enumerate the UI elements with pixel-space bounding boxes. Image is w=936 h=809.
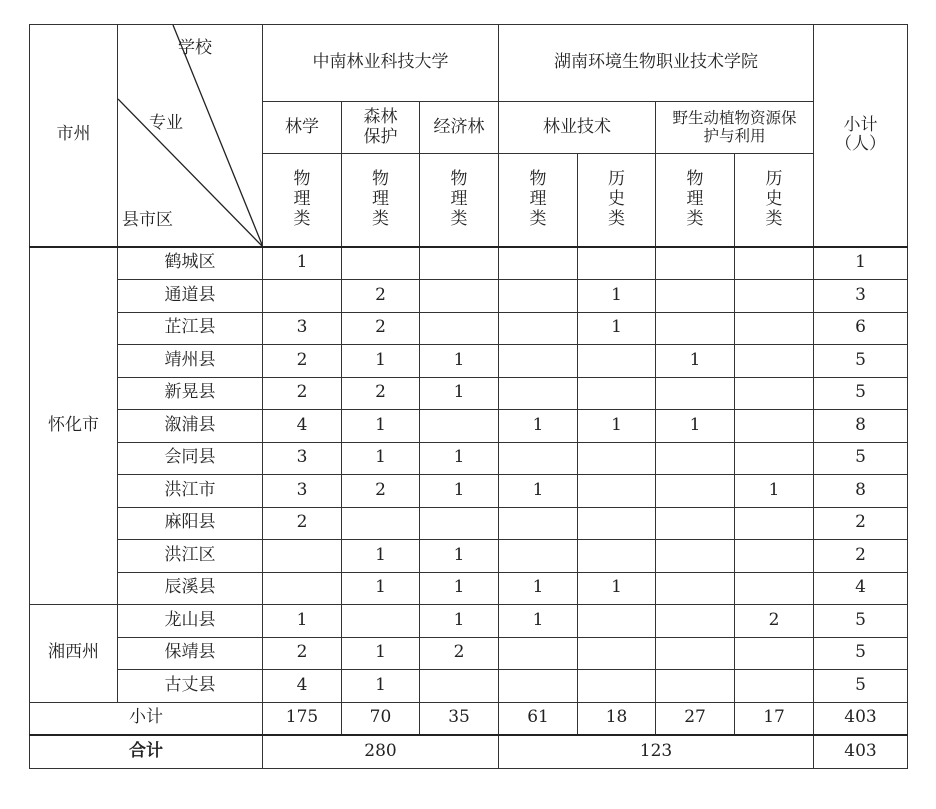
count-cell bbox=[656, 670, 735, 703]
table-row bbox=[30, 637, 908, 670]
county-cell: 洪江区 bbox=[118, 540, 263, 573]
row-subtotal-cell: 5 bbox=[814, 637, 908, 670]
count-cell bbox=[735, 345, 814, 378]
count-cell: 1 bbox=[420, 605, 499, 638]
count-cell bbox=[735, 442, 814, 475]
subtotal-value: 27 bbox=[656, 702, 735, 735]
school-header: 湖南环境生物职业技术学院 bbox=[499, 25, 814, 102]
total-value: 123 bbox=[499, 735, 814, 768]
table-row bbox=[30, 410, 908, 443]
row-subtotal-cell: 1 bbox=[814, 247, 908, 280]
count-cell bbox=[420, 247, 499, 280]
table-row bbox=[30, 540, 908, 573]
count-cell bbox=[420, 312, 499, 345]
count-cell: 1 bbox=[420, 442, 499, 475]
count-cell: 1 bbox=[735, 475, 814, 508]
table-row bbox=[30, 572, 908, 605]
county-cell: 洪江市 bbox=[118, 475, 263, 508]
count-cell: 1 bbox=[499, 475, 578, 508]
subtotal-value: 17 bbox=[735, 702, 814, 735]
total-row bbox=[30, 735, 908, 768]
total-value: 280 bbox=[263, 735, 499, 768]
subtotal-value: 18 bbox=[578, 702, 656, 735]
count-cell: 1 bbox=[499, 410, 578, 443]
county-cell: 龙山县 bbox=[118, 605, 263, 638]
subtotal-row bbox=[30, 702, 908, 735]
count-cell bbox=[656, 475, 735, 508]
count-cell: 1 bbox=[342, 410, 420, 443]
count-cell bbox=[735, 377, 814, 410]
count-cell: 1 bbox=[656, 345, 735, 378]
count-cell: 1 bbox=[578, 280, 656, 313]
count-cell bbox=[499, 345, 578, 378]
count-cell: 1 bbox=[578, 410, 656, 443]
count-cell bbox=[342, 247, 420, 280]
count-cell bbox=[735, 410, 814, 443]
diagonal-label-school: 学校 bbox=[178, 38, 212, 58]
count-cell bbox=[656, 637, 735, 670]
row-subtotal-cell: 5 bbox=[814, 670, 908, 703]
count-cell bbox=[578, 507, 656, 540]
count-cell: 2 bbox=[263, 507, 342, 540]
count-cell: 1 bbox=[656, 410, 735, 443]
count-cell: 2 bbox=[263, 345, 342, 378]
category-header: 历 史 类 bbox=[735, 154, 814, 247]
count-cell: 1 bbox=[578, 572, 656, 605]
count-cell: 1 bbox=[420, 345, 499, 378]
count-cell bbox=[578, 540, 656, 573]
diagonal-header-cell bbox=[118, 25, 263, 247]
county-cell: 靖州县 bbox=[118, 345, 263, 378]
row-subtotal-cell: 2 bbox=[814, 540, 908, 573]
count-cell bbox=[735, 540, 814, 573]
count-cell: 3 bbox=[263, 312, 342, 345]
count-cell bbox=[578, 377, 656, 410]
count-cell bbox=[499, 507, 578, 540]
count-cell: 1 bbox=[420, 377, 499, 410]
count-cell bbox=[499, 280, 578, 313]
total-value: 403 bbox=[814, 735, 908, 768]
count-cell: 2 bbox=[263, 637, 342, 670]
category-header: 历 史 类 bbox=[578, 154, 656, 247]
count-cell bbox=[578, 247, 656, 280]
diagonal-label-county: 县市区 bbox=[122, 210, 173, 230]
count-cell: 1 bbox=[263, 247, 342, 280]
count-cell bbox=[578, 442, 656, 475]
count-cell bbox=[656, 572, 735, 605]
subtotal-value: 61 bbox=[499, 702, 578, 735]
count-cell bbox=[656, 377, 735, 410]
county-cell: 芷江县 bbox=[118, 312, 263, 345]
table-row bbox=[30, 442, 908, 475]
count-cell: 1 bbox=[420, 475, 499, 508]
count-cell bbox=[499, 442, 578, 475]
count-cell: 2 bbox=[342, 475, 420, 508]
subtotal-header: 小计 （人） bbox=[814, 25, 908, 247]
count-cell: 1 bbox=[342, 637, 420, 670]
count-cell bbox=[578, 605, 656, 638]
major-header: 林学 bbox=[263, 102, 342, 154]
count-cell: 4 bbox=[263, 410, 342, 443]
category-header: 物 理 类 bbox=[420, 154, 499, 247]
count-cell bbox=[735, 247, 814, 280]
count-cell bbox=[263, 280, 342, 313]
count-cell bbox=[578, 345, 656, 378]
count-cell bbox=[735, 312, 814, 345]
count-cell: 2 bbox=[342, 377, 420, 410]
count-cell bbox=[735, 670, 814, 703]
count-cell bbox=[499, 247, 578, 280]
count-cell bbox=[420, 507, 499, 540]
count-cell bbox=[656, 280, 735, 313]
table-row bbox=[30, 312, 908, 345]
count-cell bbox=[656, 507, 735, 540]
count-cell bbox=[656, 605, 735, 638]
county-cell: 会同县 bbox=[118, 442, 263, 475]
count-cell bbox=[420, 280, 499, 313]
count-cell: 2 bbox=[420, 637, 499, 670]
count-cell bbox=[499, 670, 578, 703]
count-cell bbox=[578, 475, 656, 508]
subtotal-label: 小计 bbox=[30, 702, 263, 735]
major-header: 林业技术 bbox=[499, 102, 656, 154]
count-cell: 1 bbox=[342, 345, 420, 378]
city-header: 市州 bbox=[30, 25, 118, 247]
county-cell: 新晃县 bbox=[118, 377, 263, 410]
count-cell: 2 bbox=[342, 312, 420, 345]
county-cell: 保靖县 bbox=[118, 637, 263, 670]
subtotal-value: 35 bbox=[420, 702, 499, 735]
diagonal-label-major: 专业 bbox=[149, 113, 183, 133]
table-row bbox=[30, 605, 908, 638]
count-cell bbox=[499, 312, 578, 345]
major-header: 经济林 bbox=[420, 102, 499, 154]
major-header: 野生动植物资源保 护与利用 bbox=[656, 102, 814, 154]
row-subtotal-cell: 6 bbox=[814, 312, 908, 345]
count-cell bbox=[420, 670, 499, 703]
count-cell bbox=[656, 247, 735, 280]
subtotal-value: 70 bbox=[342, 702, 420, 735]
category-header: 物 理 类 bbox=[263, 154, 342, 247]
count-cell: 1 bbox=[342, 572, 420, 605]
county-cell: 通道县 bbox=[118, 280, 263, 313]
row-subtotal-cell: 2 bbox=[814, 507, 908, 540]
county-cell: 古丈县 bbox=[118, 670, 263, 703]
row-subtotal-cell: 8 bbox=[814, 410, 908, 443]
count-cell bbox=[263, 572, 342, 605]
subtotal-value: 403 bbox=[814, 702, 908, 735]
count-cell: 3 bbox=[263, 475, 342, 508]
table-row bbox=[30, 377, 908, 410]
admission-table bbox=[29, 24, 908, 769]
category-header: 物 理 类 bbox=[656, 154, 735, 247]
county-cell: 鹤城区 bbox=[118, 247, 263, 280]
county-cell: 辰溪县 bbox=[118, 572, 263, 605]
county-cell: 溆浦县 bbox=[118, 410, 263, 443]
row-subtotal-cell: 5 bbox=[814, 377, 908, 410]
major-header: 森林 保护 bbox=[342, 102, 420, 154]
row-subtotal-cell: 8 bbox=[814, 475, 908, 508]
count-cell: 1 bbox=[578, 312, 656, 345]
subtotal-value: 175 bbox=[263, 702, 342, 735]
count-cell bbox=[735, 572, 814, 605]
city-cell: 怀化市 bbox=[30, 247, 118, 605]
count-cell bbox=[735, 280, 814, 313]
count-cell bbox=[499, 637, 578, 670]
count-cell bbox=[578, 670, 656, 703]
table-row bbox=[30, 670, 908, 703]
count-cell bbox=[499, 540, 578, 573]
count-cell: 1 bbox=[420, 572, 499, 605]
count-cell: 1 bbox=[420, 540, 499, 573]
count-cell: 2 bbox=[735, 605, 814, 638]
count-cell: 1 bbox=[499, 572, 578, 605]
category-header: 物 理 类 bbox=[342, 154, 420, 247]
count-cell bbox=[656, 312, 735, 345]
row-subtotal-cell: 4 bbox=[814, 572, 908, 605]
count-cell: 4 bbox=[263, 670, 342, 703]
count-cell: 2 bbox=[342, 280, 420, 313]
count-cell bbox=[735, 637, 814, 670]
school-header: 中南林业科技大学 bbox=[263, 25, 499, 102]
count-cell: 1 bbox=[342, 540, 420, 573]
count-cell bbox=[578, 637, 656, 670]
count-cell: 1 bbox=[342, 670, 420, 703]
count-cell bbox=[420, 410, 499, 443]
table-row bbox=[30, 475, 908, 508]
count-cell bbox=[656, 540, 735, 573]
county-cell: 麻阳县 bbox=[118, 507, 263, 540]
count-cell bbox=[342, 605, 420, 638]
row-subtotal-cell: 5 bbox=[814, 605, 908, 638]
table-row bbox=[30, 507, 908, 540]
category-header: 物 理 类 bbox=[499, 154, 578, 247]
count-cell bbox=[656, 442, 735, 475]
count-cell bbox=[499, 377, 578, 410]
count-cell bbox=[735, 507, 814, 540]
city-cell: 湘西州 bbox=[30, 605, 118, 703]
count-cell bbox=[342, 507, 420, 540]
count-cell bbox=[263, 540, 342, 573]
table-row bbox=[30, 280, 908, 313]
count-cell: 1 bbox=[263, 605, 342, 638]
total-label: 合计 bbox=[30, 735, 263, 768]
count-cell: 1 bbox=[499, 605, 578, 638]
count-cell: 3 bbox=[263, 442, 342, 475]
count-cell: 2 bbox=[263, 377, 342, 410]
row-subtotal-cell: 3 bbox=[814, 280, 908, 313]
count-cell: 1 bbox=[342, 442, 420, 475]
row-subtotal-cell: 5 bbox=[814, 442, 908, 475]
row-subtotal-cell: 5 bbox=[814, 345, 908, 378]
table-row bbox=[30, 345, 908, 378]
table-row bbox=[30, 247, 908, 280]
